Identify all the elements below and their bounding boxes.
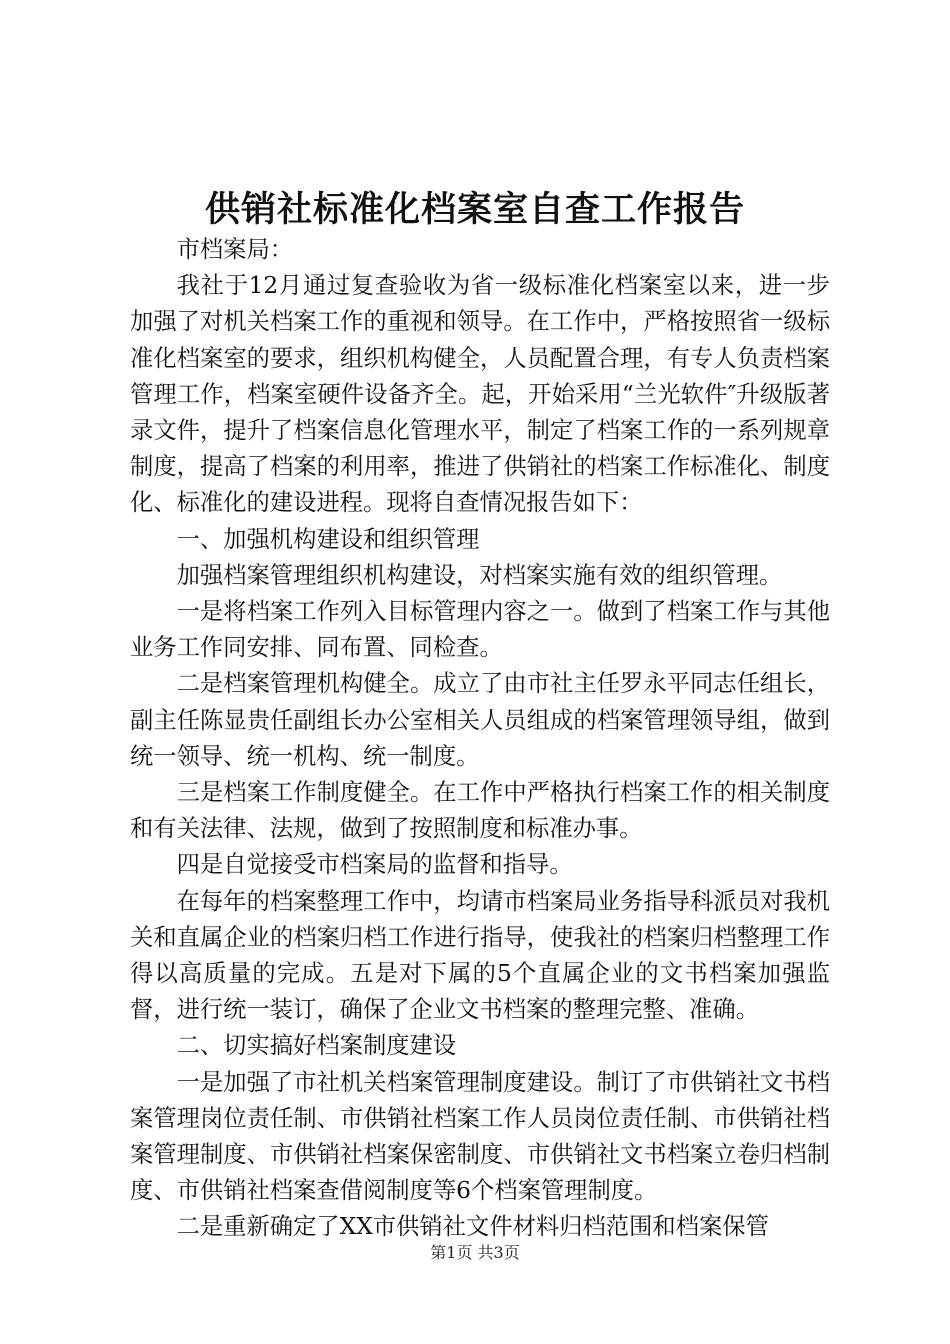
section-heading: 一、加强机构建设和组织管理 bbox=[176, 525, 480, 553]
section-heading: 二、切实搞好档案制度建设 bbox=[176, 1032, 457, 1060]
document-title: 供销社标准化档案室自查工作报告 bbox=[204, 190, 745, 230]
paragraph: 二是重新确定了XX市供销社文件材料归档范围和档案保管 bbox=[176, 1213, 769, 1241]
paragraph: 四是自觉接受市档案局的监督和指导。 bbox=[176, 851, 573, 879]
salutation: 市档案局： bbox=[176, 236, 294, 263]
paragraph: 一是将档案工作列入目标管理内容之一。做到了档案工作与其他业务工作同安排、同布置、同检查。 bbox=[130, 598, 830, 662]
page-footer bbox=[0, 1240, 950, 1263]
paragraph: 加强档案管理组织机构建设，对档案实施有效的组织管理。 bbox=[176, 561, 783, 589]
paragraph: 我社于12月通过复查验收为省一级标准化档案室以来，进一步加强了对机关档案工作的重视和领导。在工作中，严格按照省一级标准化档案室的要求，组织机构健全，人员配置合理，有专人负责档案管理工作，档案室硬件设备齐全。起，开始采用“兰光软件″升级版著录文件，提升了档案信息化管理水平，制定了档案工作的一系列规章制度，提高了档案的利用率，推进了供销社的档案工作标准化、制度化、标准化的建设进程。现将自查情况报告如下： bbox=[130, 272, 830, 517]
paragraph: 三是档案工作制度健全。在工作中严格执行档案工作的相关制度和有关法律、法规，做到了按照制度和标准办事。 bbox=[130, 779, 830, 843]
paragraph: 在每年的档案整理工作中，均请市档案局业务指导科派员对我机关和直属企业的档案归档工作进行指导，使我社的档案归档整理工作得以高质量的完成。五是对下属的5个直属企业的文书档案加强监督，进行统一装订，确保了企业文书档案的整理完整、准确。 bbox=[130, 887, 830, 1024]
paragraph: 一是加强了市社机关档案管理制度建设。制订了市供销社文书档案管理岗位责任制、市供销社档案工作人员岗位责任制、市供销社档案管理制度、市供销社档案保密制度、市供销社文书档案立卷归档制度、市供销社档案查借阅制度等6个档案管理制度。 bbox=[130, 1068, 830, 1205]
page-number: 第1页 共3页 bbox=[430, 1243, 520, 1262]
paragraph: 二是档案管理机构健全。成立了由市社主任罗永平同志任组长，副主任陈显贵任副组长办公室相关人员组成的档案管理领导组，做到统一领导、统一机构、统一制度。 bbox=[130, 670, 830, 770]
document-body bbox=[130, 232, 830, 1246]
